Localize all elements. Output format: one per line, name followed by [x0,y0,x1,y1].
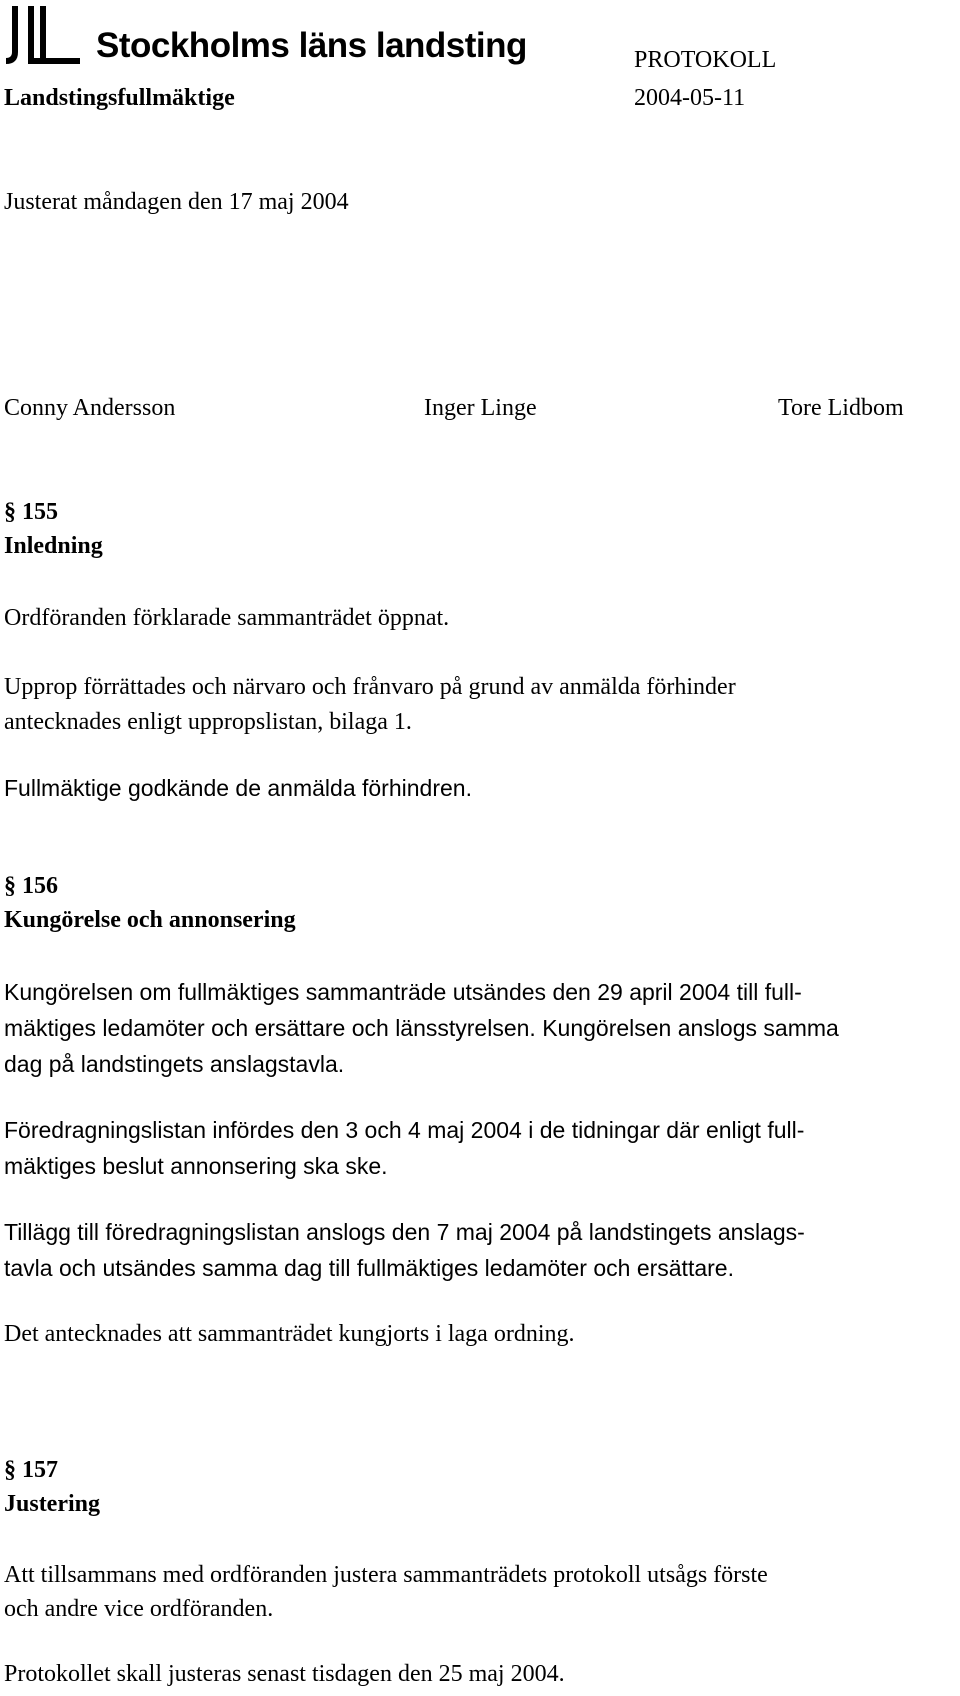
section-157-title: Justering [4,1491,100,1517]
paragraph-line: och andre vice ordföranden. [4,1596,274,1622]
document-date: 2004-05-11 [634,85,746,111]
paragraph-line: Föredragningslistan infördes den 3 och 4 maj 2004 i de tidningar där enligt full- [4,1117,805,1143]
section-155-paragraph-1 [4,604,449,632]
paragraph-line: tavla och utsändes samma dag till fullmäktiges ledamöter och ersättare. [4,1255,734,1281]
paragraph-line: Fullmäktige godkände de anmälda förhindren. [4,775,472,801]
signatory-3: Tore Lidbom [778,395,904,421]
section-157-paragraph-1 [4,1558,768,1626]
body-name: Landstingsfullmäktige [4,85,235,111]
section-156-paragraph-3 [4,1214,805,1286]
paragraph-line: Kungörelsen om fullmäktiges sammanträde utsändes den 29 april 2004 till full- [4,979,802,1005]
section-156-number: § 156 [4,873,58,899]
paragraph-line: dag på landstingets anslagstavla. [4,1051,345,1077]
paragraph-line: Det antecknades att sammanträdet kungjorts i laga ordning. [4,1321,575,1347]
paragraph-line: antecknades enligt uppropslistan, bilaga 1. [4,709,412,735]
logo-text: Stockholms läns landsting [96,26,527,65]
section-155-number: § 155 [4,499,58,525]
section-156-paragraph-2 [4,1112,804,1184]
signatory-1: Conny Andersson [4,395,176,421]
paragraph-line: Upprop förrättades och närvaro och frånvaro på grund av anmälda förhinder [4,674,736,700]
section-155-paragraph-3 [4,774,472,802]
document-type: PROTOKOLL [634,47,777,73]
paragraph-line: mäktiges beslut annonsering ska ske. [4,1153,388,1179]
signatory-2: Inger Linge [424,395,537,421]
section-156-paragraph-1 [4,974,839,1082]
section-156-title: Kungörelse och annonsering [4,907,296,933]
paragraph-line: Att tillsammans med ordföranden justera sammanträdets protokoll utsågs förste [4,1562,768,1588]
paragraph-line: Ordföranden förklarade sammanträdet öppnat. [4,605,450,631]
section-157-number: § 157 [4,1457,58,1483]
section-155-title: Inledning [4,533,103,559]
paragraph-line: Tillägg till föredragningslistan anslogs den 7 maj 2004 på landstingets anslags- [4,1219,805,1245]
section-155-paragraph-2 [4,670,736,740]
section-157-paragraph-2 [4,1660,565,1688]
justified-date: Justerat måndagen den 17 maj 2004 [4,189,349,215]
paragraph-line: Protokollet skall justeras senast tisdagen den 25 maj 2004. [4,1661,565,1687]
paragraph-line: mäktiges ledamöter och ersättare och länsstyrelsen. Kungörelsen anslogs samma [4,1015,839,1041]
section-156-paragraph-4 [4,1320,575,1348]
